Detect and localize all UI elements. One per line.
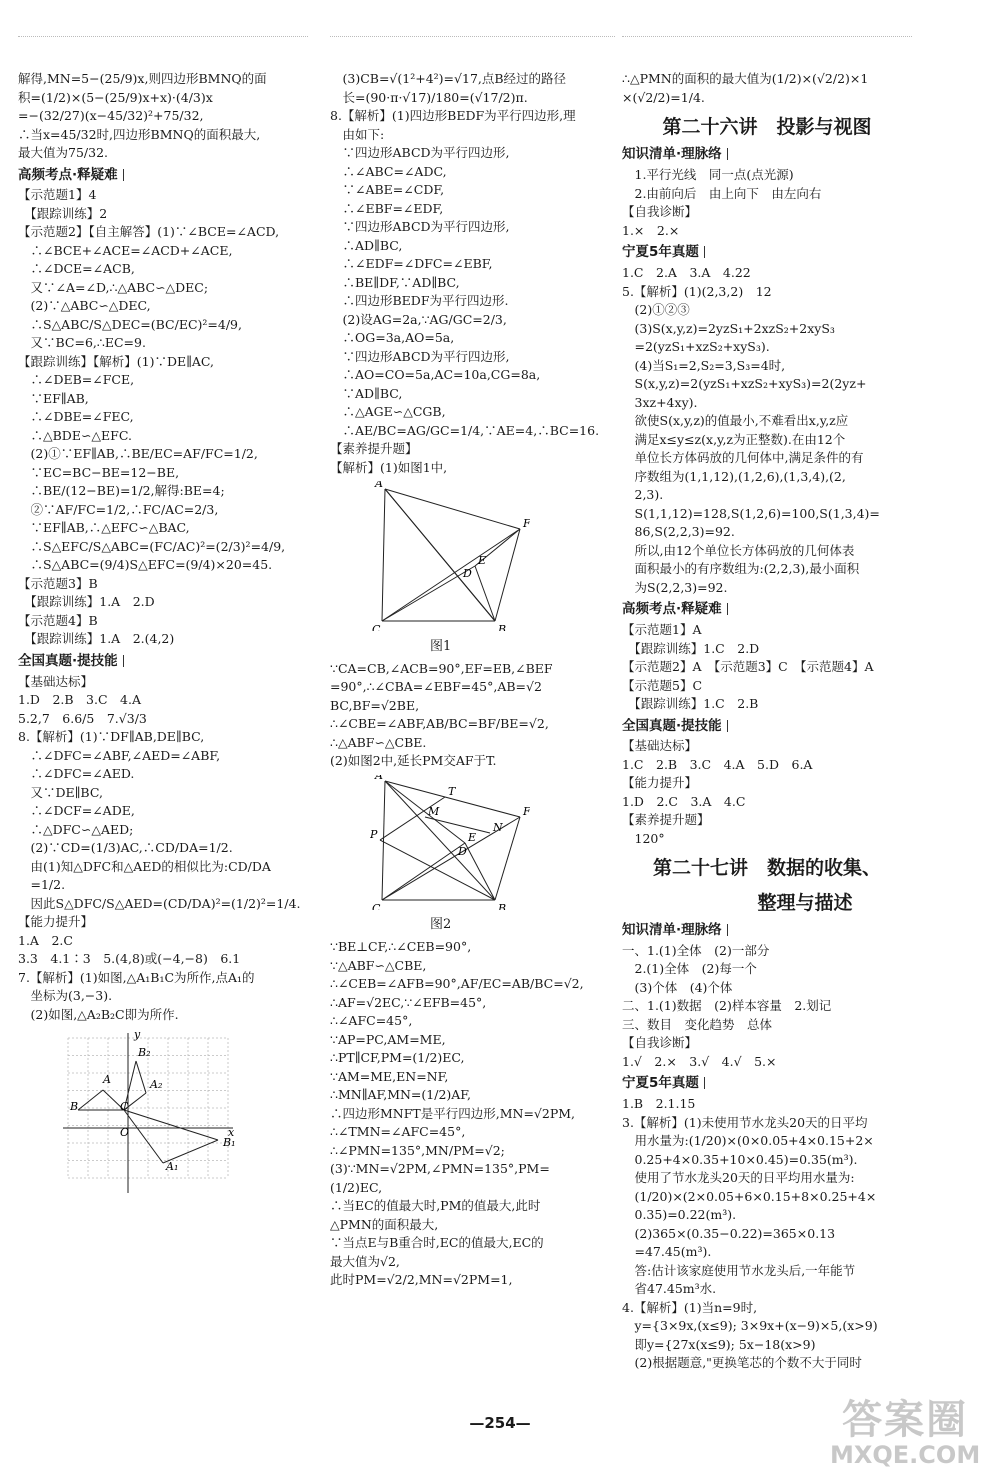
figure-label: B: [498, 623, 507, 631]
header-rule: [330, 36, 615, 38]
text-line: ∵EC=BC−BE=12−BE,: [18, 464, 180, 480]
text-line: S(1,1,12)=128,S(1,2,6)=100,S(1,3,4)=: [622, 505, 880, 521]
figure-label: B: [498, 901, 507, 910]
figure-label: C: [120, 1100, 129, 1114]
figure: [58, 1028, 308, 1204]
figure-label: B₁: [223, 1136, 236, 1150]
figure-label: C: [372, 901, 381, 910]
text-line: 3xz+4xy).: [622, 394, 698, 410]
figure-label: y: [134, 1028, 141, 1042]
geometry-fig1: [370, 481, 530, 631]
text-line: ∴OG=3a,AO=5a,: [330, 330, 455, 345]
text-line: 所以,由12个单位长方体码放的几何体表: [622, 542, 855, 558]
text-line: ∵四边形ABCD为平行四边形,: [330, 348, 510, 364]
text-line: 86,S(2,2,3)=92.: [622, 524, 735, 540]
text-line: ∴∠PMN=135°,MN/PM=√2;: [330, 1142, 505, 1158]
text-line: ∵CA=CB,∠ACB=90°,EF=EB,∠BEF: [330, 660, 553, 676]
figure-caption: 图2: [430, 917, 452, 933]
text-line: 4.【解析】(1)当n=9时,: [622, 1299, 758, 1315]
text-line: ∴四边形MNFT是平行四边形,MN=√2PM,: [330, 1105, 576, 1121]
text-line: =47.45(m³).: [622, 1244, 712, 1260]
text-line: ∵四边形ABCD为平行四边形,: [330, 145, 510, 160]
text-line: 【跟踪训练】1.C 2.B: [622, 696, 759, 712]
text-line: (2)如图,△A₂B₂C即为所作.: [18, 1006, 179, 1022]
text-line: 用水量为:(1/20)×(0×0.05+4×0.15+2×: [622, 1133, 874, 1149]
chapter-title: 整理与描述: [681, 891, 853, 914]
column-middle: [330, 70, 615, 1290]
text-line: 【跟踪训练】1.C 2.D: [622, 640, 760, 656]
text-line: ∴∠CEB=∠AFB=90°,AF/EC=AB/BC=√2,: [330, 976, 584, 992]
text-line: 1.平行光线 同一点(点光源): [622, 167, 794, 183]
figure-label: E: [468, 830, 477, 844]
text-line: 答:估计该家庭使用节水龙头后,一年能节: [622, 1262, 856, 1278]
text-line: 0.25+4×0.35+10×0.45)=0.35(m³).: [622, 1151, 858, 1167]
text-line: ∴△AGE∽△CGB,: [330, 404, 446, 419]
section-heading: 宁夏5年真题: [622, 1074, 912, 1094]
page-number: —254—: [469, 1414, 531, 1432]
text-line: ∴∠EBF=∠EDF,: [330, 200, 444, 216]
text-line: 【示范题2】【自主解答】(1)∵∠BCE=∠ACD,: [18, 224, 280, 240]
text-line: ∴四边形BEDF为平行四边形.: [330, 293, 509, 308]
text-line: 又∵BC=6,∴EC=9.: [18, 335, 146, 351]
figure-label: A: [375, 774, 383, 782]
text-line: ∴∠EDF=∠DFC=∠EBF,: [330, 256, 493, 271]
header-rule: [18, 36, 308, 38]
text-line: 使用了节水龙头20天的日平均用水量为:: [622, 1170, 855, 1186]
text-line: ∵AM=ME,EN=NF,: [330, 1068, 449, 1084]
text-line: ∴AO=CO=5a,AC=10a,CG=8a,: [330, 367, 541, 382]
text-line: 三、数目 变化趋势 总体: [622, 1016, 773, 1032]
text-line: ∵四边形ABCD为平行四边形,: [330, 219, 510, 234]
text-line: ∵△ABF∽△CBE,: [330, 957, 427, 973]
column-left: [18, 70, 308, 1208]
chapter-title: 第二十七讲 数据的收集、: [652, 857, 881, 880]
figure: [370, 481, 615, 656]
text-line: 由(1)知△DFC和△AED的相似比为:CD/DA: [18, 858, 271, 874]
figure-label: A₂: [150, 1078, 163, 1092]
text-line: 又∵DE∥BC,: [18, 784, 103, 800]
text-line: (2)①∵EF∥AB,∴BE/EC=AF/FC=1/2,: [18, 446, 258, 462]
text-line: ∴S△ABC/S△DEC=(BC/EC)²=4/9,: [18, 316, 242, 332]
text-line: ∴△DFC∽△AED;: [18, 821, 134, 837]
text-line: 二、1.(1)数据 (2)样本容量 2.划记: [622, 998, 832, 1014]
text-line: ∴当EC的值最大时,PM的值最大,此时: [330, 1198, 541, 1214]
section-heading: 高频考点·释疑难: [622, 600, 912, 620]
text-line: 【能力提升】: [622, 775, 698, 791]
text-line: 7.【解析】(1)如图,△A₁B₁C为所作,点A₁的: [18, 969, 255, 985]
text-line: ∴MN∥AF,MN=(1/2)AF,: [330, 1087, 471, 1103]
text-line: 又∵∠A=∠D,∴△ABC∽△DEC;: [18, 279, 209, 295]
text-line: 一、1.(1)全体 (2)一部分: [622, 942, 770, 958]
figure-label: A₁: [166, 1160, 179, 1174]
geometry-fig2: [370, 775, 530, 910]
text-line: ∴S△ABC=(9/4)S△EFC=(9/4)×20=45.: [18, 557, 273, 573]
text-line: 1.D 2.C 3.A 4.C: [622, 793, 746, 809]
text-line: 1.B 2.1.15: [622, 1096, 696, 1112]
text-line: ∴∠DCF=∠ADE,: [18, 803, 135, 819]
text-line: 【自我诊断】: [622, 1035, 698, 1051]
text-line: ∵AP=PC,AM=ME,: [330, 1031, 446, 1047]
section-heading: 知识清单·理脉络: [622, 145, 912, 165]
text-line: ∴∠DCE=∠ACB,: [18, 261, 135, 277]
text-line: =1/2.: [18, 877, 66, 893]
text-line: ∴△PMN的面积的最大值为(1/2)×(√2/2)×1: [622, 71, 869, 86]
text-line: ∵EF∥AB,∴△EFC∽△BAC,: [18, 520, 190, 536]
text-line: (2)∵△ABC∽△DEC,: [18, 298, 151, 314]
section-heading: 全国真题·提技能: [622, 717, 912, 737]
figure-label: B₂: [138, 1046, 151, 1060]
text-line: 3.【解析】(1)未使用节水龙头20天的日平均: [622, 1114, 868, 1130]
text-line: 0.35)=0.22(m³).: [622, 1207, 737, 1223]
text-line: =90°,∴∠CBA=∠EBF=45°,AB=√2: [330, 679, 542, 695]
text-line: 1.A 2.C: [18, 932, 73, 948]
text-line: 1.C 2.B 3.C 4.A 5.D 6.A: [622, 756, 813, 772]
text-line: (2)如图2中,延长PM交AF于T.: [330, 753, 497, 769]
text-line: ∴AE/BC=AG/GC=1/4,∵AE=4,∴BC=16.: [330, 422, 600, 438]
text-line: 2.由前向后 由上向下 由左向右: [622, 185, 822, 201]
text-line: 面积最小的有序数组为:(2,2,3),最小面积: [622, 561, 860, 577]
text-line: (3)个体 (4)个体: [622, 979, 733, 995]
text-line: ∴∠DFC=∠AED.: [18, 766, 135, 782]
text-line: 因此S△DFC/S△AED=(CD/DA)²=(1/2)²=1/4.: [18, 895, 301, 911]
text-line: y={3×9x,(x≤9); 3×9x+(x−9)×5,(x>9): [622, 1318, 878, 1334]
text-line: ∴AD∥BC,: [330, 237, 403, 253]
text-line: 1.× 2.×: [622, 222, 680, 238]
text-line: ∵∠ABE=∠CDF,: [330, 182, 445, 197]
text-line: 为S(2,2,3)=92.: [622, 579, 728, 595]
text-line: (4)当S₁=2,S₂=3,S₃=4时,: [622, 357, 786, 373]
figure-label: A: [375, 481, 383, 490]
text-line: 【示范题3】B: [18, 575, 98, 591]
section-heading: 宁夏5年真题: [622, 243, 912, 263]
section-heading: 全国真题·提技能: [18, 652, 308, 672]
text-line: ∴当x=45/32时,四边形BMNQ的面积最大,: [18, 126, 261, 142]
text-line: 5.2,7 6.6/5 7.√3/3: [18, 710, 147, 726]
text-line: ∴S△EFC/S△ABC=(FC/AC)²=(2/3)²=4/9,: [18, 538, 286, 554]
text-line: 【能力提升】: [18, 914, 94, 930]
figure-label: F: [523, 517, 530, 530]
figure-label: D: [463, 567, 472, 580]
text-line: 【基础达标】: [18, 673, 94, 689]
text-line: (3)S(x,y,z)=2yzS₁+2xzS₂+2xyS₃: [622, 320, 835, 336]
text-line: ∴PT∥CF,PM=(1/2)EC,: [330, 1050, 465, 1066]
text-line: ∴∠CBE=∠ABF,AB/BC=BF/BE=√2,: [330, 716, 549, 732]
text-line: ∴∠ABC=∠ADC,: [330, 163, 447, 179]
text-line: 【解析】(1)如图1中,: [330, 459, 448, 475]
section-heading: 高频考点·释疑难: [18, 166, 308, 186]
text-line: (2)365×(0.35−0.22)=365×0.13: [622, 1225, 836, 1241]
text-line: 1.C 2.A 3.A 4.22: [622, 265, 751, 281]
text-line: 坐标为(3,−3).: [18, 988, 113, 1004]
text-line: ∵当点E与B重合时,EC的值最大,EC的: [330, 1235, 544, 1251]
figure-label: P: [370, 827, 378, 841]
watermark-url: MXQE.COM: [830, 1441, 981, 1469]
text-line: ∴∠AFC=45°,: [330, 1013, 413, 1029]
figure-label: N: [493, 820, 503, 834]
figure-label: C: [372, 623, 381, 631]
text-line: △PMN的面积最大,: [330, 1216, 439, 1232]
figure-label: E: [478, 554, 487, 567]
text-line: 2,3).: [622, 487, 664, 503]
text-line: 【示范题1】4: [18, 187, 97, 203]
watermark-logo: [830, 1398, 980, 1468]
text-line: 【跟踪训练】1.A 2.D: [18, 594, 155, 610]
text-line: 【素养提升题】: [330, 441, 418, 456]
text-line: 3.3 4.1∶3 5.(4,8)或(−4,−8) 6.1: [18, 951, 241, 967]
text-line: ∴△ABF∽△CBE.: [330, 734, 427, 750]
chapter-title: 第二十六讲 投影与视图: [662, 116, 872, 138]
text-line: 【示范题2】A 【示范题3】C 【示范题4】A: [622, 659, 874, 675]
text-line: ∴∠DFC=∠ABF,∠AED=∠ABF,: [18, 747, 221, 763]
text-line: 【示范题4】B: [18, 612, 98, 628]
text-line: 【跟踪训练】1.A 2.(4,2): [18, 631, 175, 647]
text-line: BC,BF=√2BE,: [330, 697, 420, 713]
text-line: 【跟踪训练】2: [18, 205, 108, 221]
text-line: ∴∠DEB=∠FCE,: [18, 372, 135, 388]
figure: [370, 775, 615, 935]
text-line: 由如下:: [330, 126, 385, 142]
text-line: =−(32/27)(x−45/32)²+75/32,: [18, 108, 204, 123]
text-line: S(x,y,z)=2(yzS₁+xzS₂+xyS₃)=2(2yz+: [622, 376, 867, 392]
text-line: 解得,MN=5−(25/9)x,则四边形BMNQ的面: [18, 71, 267, 86]
text-line: ∵AD∥BC,: [330, 385, 403, 401]
text-line: ∴∠DBE=∠FEC,: [18, 409, 134, 425]
text-line: 此时PM=√2/2,MN=√2PM=1,: [330, 1272, 513, 1288]
text-line: 积=(1/2)×(5−(25/9)x+x)·(4/3)x: [18, 89, 213, 105]
text-line: 长=(90·π·√17)/180=(√17/2)π.: [330, 89, 528, 105]
text-line: 【自我诊断】: [622, 204, 698, 220]
figure-label: M: [428, 804, 440, 818]
watermark-text: 答案圈: [842, 1397, 969, 1443]
text-line: (1/2)EC,: [330, 1179, 383, 1195]
text-line: 1.D 2.B 3.C 4.A: [18, 692, 142, 708]
text-line: 单位长方体码放的几何体中,满足条件的有: [622, 450, 864, 466]
text-line: ②∵AF/FC=1/2,∴FC/AC=2/3,: [18, 501, 219, 517]
figure-label: x: [228, 1126, 235, 1140]
text-line: 1.√ 2.× 3.√ 4.√ 5.×: [622, 1053, 777, 1069]
header-rule: [622, 36, 912, 38]
text-line: (3)∵MN=√2PM,∠PMN=135°,PM=: [330, 1161, 550, 1177]
text-line: (3)CB=√(1²+4²)=√17,点B经过的路径: [330, 71, 567, 86]
text-line: (2)①②③: [622, 302, 690, 318]
text-line: ×(√2/2)=1/4.: [622, 89, 705, 105]
text-line: 满足x≤y≤z(x,y,z为正整数).在由12个: [622, 431, 846, 447]
section-heading: 知识清单·理脉络: [622, 921, 912, 941]
text-line: ∵EF∥AB,: [18, 390, 89, 406]
figure-label: D: [458, 844, 467, 858]
text-line: ∴AF=√2EC,∵∠EFB=45°,: [330, 994, 487, 1010]
text-line: (1/20)×(2×0.05+6×0.15+8×0.25+4×: [622, 1188, 877, 1204]
figure-caption: 图1: [430, 638, 452, 654]
text-line: 即y={27x(x≤9); 5x−18(x>9): [622, 1336, 816, 1352]
text-line: 8.【解析】(1)∵DF∥AB,DE∥BC,: [18, 729, 205, 745]
coordinate-grid-figure: [58, 1028, 238, 1198]
text-line: 120°: [622, 830, 665, 846]
text-line: ∴∠TMN=∠AFC=45°,: [330, 1124, 466, 1140]
text-line: 最大值为√2,: [330, 1253, 400, 1269]
text-line: 序数组为(1,1,12),(1,2,6),(1,3,4),(2,: [622, 468, 846, 484]
text-line: ∴△BDE∽△EFC.: [18, 427, 132, 443]
text-line: 【示范题5】C: [622, 677, 703, 693]
text-line: ∴BE/(12−BE)=1/2,解得:BE=4;: [18, 483, 225, 499]
text-line: 省47.45m³水.: [622, 1281, 717, 1297]
text-line: 欲使S(x,y,z)的值最小,不难看出x,y,z应: [622, 413, 849, 429]
text-line: 最大值为75/32.: [18, 145, 108, 160]
text-line: ∵BE⊥CF,∴∠CEB=90°,: [330, 939, 472, 955]
column-right: [622, 70, 912, 1373]
text-line: ∴BE∥DF,∵AD∥BC,: [330, 274, 460, 290]
text-line: 2.(1)全体 (2)每一个: [622, 961, 757, 977]
text-line: =2(yzS₁+xzS₂+xyS₃).: [622, 339, 770, 355]
text-line: (2)设AG=2a,∵AG/GC=2/3,: [330, 311, 507, 327]
text-line: (2)∵CD=(1/3)AC,∴CD/DA=1/2.: [18, 840, 233, 856]
text-line: 【素养提升题】: [622, 812, 710, 828]
text-line: 【跟踪训练】【解析】(1)∵DE∥AC,: [18, 353, 214, 369]
figure-label: B: [70, 1100, 79, 1114]
text-line: 【示范题1】A: [622, 622, 702, 638]
text-line: 8.【解析】(1)四边形BEDF为平行四边形,理: [330, 108, 576, 123]
figure-label: A: [103, 1073, 111, 1087]
text-line: ∴∠BCE+∠ACE=∠ACD+∠ACE,: [18, 242, 233, 258]
figure-label: T: [448, 784, 456, 798]
text-line: 【基础达标】: [622, 738, 698, 754]
figure-label: O: [120, 1126, 130, 1140]
text-line: 5.【解析】(1)(2,3,2) 12: [622, 283, 772, 299]
text-line: (2)根据题意,"更换笔芯的个数不大于同时: [622, 1355, 862, 1371]
figure-label: F: [523, 804, 530, 818]
